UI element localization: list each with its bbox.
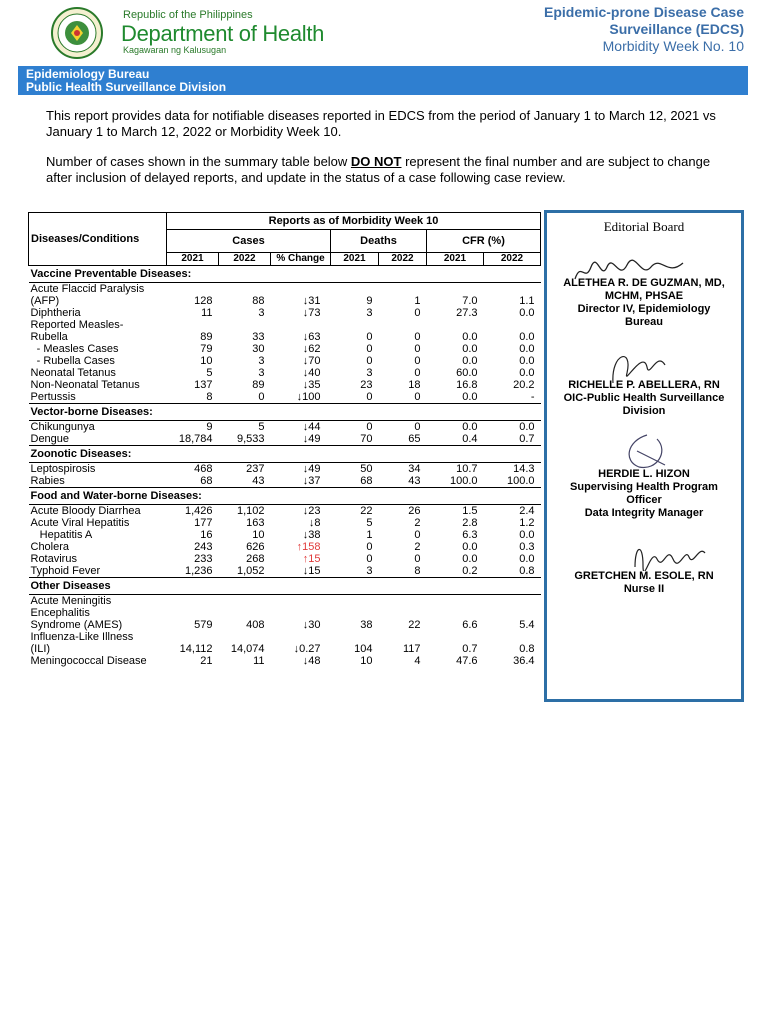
board-member-line: MCHM, PHSAE [604,290,684,302]
section-title: Other Diseases [29,578,541,595]
deaths-2022: 0 [414,421,421,433]
board-member-line: Nurse II [623,583,665,595]
table-row [29,433,541,446]
pct-change: ↓31 [302,295,321,307]
disease-name-line: Reported Measles- [30,319,124,331]
cfr-2021: 0.2 [462,565,478,577]
pct-change: ↑15 [302,553,321,565]
table-row [29,565,541,578]
deaths-2021: 0 [366,541,373,553]
pct-change: ↓49 [302,433,321,445]
pct-change: ↓44 [302,421,321,433]
section-title: Vector-borne Diseases: [29,404,541,421]
cfr-2022: 2.4 [519,505,535,517]
deaths-2021: 3 [366,307,373,319]
cfr-2022: 0.0 [519,355,535,367]
section-header [29,488,541,505]
disease-name [29,433,167,446]
cases-2022: 3 [258,307,265,319]
section-title: Food and Water-borne Diseases: [29,488,541,505]
cfr-2021: 0.0 [462,553,478,565]
disease-name [29,355,167,367]
cases-2021: 137 [194,379,213,391]
section-header [29,404,541,421]
table-row [29,475,541,488]
cases-2022: 88 [252,295,265,307]
pct-change: ↑158 [296,541,321,553]
pct-change: ↓48 [302,655,321,667]
cfr-2021: 100.0 [449,475,478,487]
cases-2021: 14,112 [179,643,213,655]
table-row [29,391,541,404]
deaths-2021: 23 [360,379,373,391]
cases-2021: 68 [200,475,213,487]
table-caption: Reports as of Morbidity Week 10 [167,213,541,230]
board-title: Editorial Board [603,219,685,234]
deaths-2021: 0 [366,553,373,565]
cfr-2022: 20.2 [513,379,535,391]
deaths-2022: 117 [402,643,421,655]
department-name: Department of Health [121,21,325,46]
deaths-2021: 9 [366,295,373,307]
report-title-line2: Surveillance (EDCS) [609,21,744,37]
board-member-2 [547,379,741,418]
cases-2022: 9,533 [236,433,265,445]
h-pct-change: % Change [271,253,331,266]
deaths-2021: 0 [366,355,373,367]
deaths-2022: 22 [408,619,421,631]
deaths-2022: 0 [414,553,421,565]
pct-change: ↓40 [302,367,321,379]
disease-name-line: Acute Flaccid Paralysis [30,283,145,295]
board-member-line: Data Integrity Manager [584,507,704,519]
deaths-2022: 0 [414,367,421,379]
cfr-2022: 0.8 [519,565,535,577]
cases-2021: 10 [200,355,213,367]
disease-name-line: Acute Bloody Diarrhea [30,505,141,517]
cases-2021: 8 [206,391,213,403]
cfr-2021: 0.0 [462,355,478,367]
grp-cfr: CFR (%) [427,230,541,253]
pct-change: ↓35 [302,379,321,391]
cfr-2021: 0.0 [462,331,478,343]
board-member-line: OIC-Public Health Surveillance [563,392,725,404]
board-member-4 [547,570,741,596]
table-row [29,553,541,565]
cases-2022: 1,102 [236,505,265,517]
deaths-2021: 3 [366,367,373,379]
disease-name-line: Pertussis [30,391,76,403]
disease-name-line: Influenza-Like Illness [30,631,134,643]
h-deaths-2022: 2022 [379,253,427,266]
disease-name-line: Rotavirus [30,553,77,565]
h-deaths-2021: 2021 [331,253,379,266]
cfr-2022: 100.0 [506,475,535,487]
intro-paragraph-1: This report provides data for notifiable diseases reported in EDCS from the period of January 1 to March 12, 2021 vs January 1 to March 12, 2022 or Morbidity Week 10. [46,108,716,139]
deaths-2021: 0 [366,391,373,403]
deaths-2022: 0 [414,307,421,319]
table-row [29,283,541,308]
deaths-2022: 1 [414,295,421,307]
intro-p2-text-a: Number of cases shown in the summary table below [46,154,351,169]
table-header [29,213,541,266]
cases-2021: 5 [206,367,213,379]
deaths-2022: 0 [414,331,421,343]
summary-table-wrap [28,212,540,667]
disease-name-line: Encephalitis [30,607,90,619]
disease-name-line: Chikungunya [30,421,95,433]
letterhead [0,0,768,66]
disease-name [29,283,167,308]
table-body [29,266,541,668]
kagawaran-label: Kagawaran ng Kalusugan [123,45,227,55]
cases-2022: 33 [252,331,265,343]
table-row [29,463,541,476]
table-row [29,379,541,391]
pct-change: ↓62 [302,343,321,355]
disease-name-line: Hepatitis A [30,529,93,541]
cases-2022: 14,074 [230,643,265,655]
cases-2022: 163 [246,517,265,529]
cases-2022: 11 [253,655,265,667]
deaths-2021: 38 [360,619,373,631]
deaths-2022: 65 [408,433,421,445]
cfr-2021: 0.0 [462,391,478,403]
division-name: Public Health Surveillance Division [26,80,227,94]
summary-table [28,212,541,667]
bureau-banner [18,66,748,95]
disease-name [29,391,167,404]
disease-name-line: Cholera [30,541,70,553]
deaths-2022: 0 [414,355,421,367]
deaths-2021: 104 [354,643,373,655]
cfr-2022: 36.4 [513,655,535,667]
cfr-2022: - [530,391,535,403]
disease-name [29,553,167,565]
signature-hizon [617,431,677,471]
cfr-2022: 0.0 [519,553,535,565]
cfr-2021: 1.5 [462,505,478,517]
pct-change: ↓0.27 [293,643,321,655]
cfr-2022: 0.7 [519,433,535,445]
cfr-2022: 0.0 [519,331,535,343]
cases-2022: 268 [246,553,265,565]
disease-name-line: Typhoid Fever [30,565,101,577]
board-member-line: GRETCHEN M. ESOLE, RN [574,570,714,582]
cases-2021: 79 [200,343,213,355]
signature-esole [629,541,709,571]
cfr-2022: 1.1 [519,295,535,307]
report-week: Morbidity Week No. 10 [602,38,744,54]
board-member-line: Officer [626,494,662,506]
disease-name [29,541,167,553]
deaths-2022: 0 [414,343,421,355]
cases-2021: 243 [194,541,213,553]
disease-name-line: Rabies [30,475,65,487]
board-member-line: RICHELLE P. ABELLERA, RN [568,379,720,391]
cases-2021: 21 [200,655,213,667]
disease-name-line: Syndrome (AMES) [30,619,123,631]
doh-seal-icon [43,6,111,60]
table-row [29,595,541,632]
cases-2022: 3 [258,355,265,367]
board-member-1 [547,277,741,329]
table-row [29,307,541,319]
cfr-2021: 0.0 [462,541,478,553]
disease-name-line: (ILI) [30,643,51,655]
cases-2022: 5 [258,421,265,433]
cfr-2022: 0.0 [519,307,535,319]
intro-paragraph-2 [46,154,736,186]
cases-2021: 11 [201,307,213,319]
pct-change: ↓100 [296,391,321,403]
cfr-2022: 0.0 [519,529,535,541]
section-title: Vaccine Preventable Diseases: [29,266,541,283]
disease-name-line: Rubella [30,331,68,343]
report-title [544,4,744,55]
deaths-2021: 3 [366,565,373,577]
grp-deaths: Deaths [331,230,427,253]
deaths-2022: 4 [414,655,421,667]
report-title-line1: Epidemic-prone Disease Case [544,4,744,20]
cfr-2022: 0.3 [519,541,535,553]
deaths-2022: 26 [408,505,421,517]
cases-2021: 18,784 [178,433,213,445]
cases-2021: 1,236 [184,565,213,577]
disease-name-line: Non-Neonatal Tetanus [30,379,140,391]
cases-2021: 9 [206,421,213,433]
pct-change: ↓15 [302,565,321,577]
cfr-2022: 14.3 [513,463,535,475]
disease-name [29,475,167,488]
cfr-2021: 0.0 [462,421,478,433]
intro-p2-text-b: represent the final number and are subject to change after inclusion of delayed reports, and update in the status of a case following case review. [46,154,711,185]
table-row [29,367,541,379]
cases-2022: 3 [258,367,265,379]
disease-name [29,463,167,476]
deaths-2022: 43 [408,475,421,487]
grp-cases: Cases [167,230,331,253]
pct-change: ↓73 [302,307,321,319]
disease-name-line: Leptospirosis [30,463,96,475]
pct-change: ↓70 [302,355,321,367]
disease-name-line: - Rubella Cases [30,355,115,367]
cfr-2021: 60.0 [456,367,478,379]
disease-name-line: Acute Meningitis [30,595,112,607]
deaths-2022: 2 [414,517,421,529]
pct-change: ↓49 [302,463,321,475]
disease-name-line: Acute Viral Hepatitis [30,517,130,529]
table-row [29,355,541,367]
pct-change: ↓38 [302,529,321,541]
h-cfr-2022: 2022 [484,253,541,266]
table-row [29,541,541,553]
board-member-line: HERDIE L. HIZON [598,468,690,480]
cases-2021: 128 [194,295,213,307]
cfr-2021: 6.3 [462,529,478,541]
section-header [29,266,541,283]
deaths-2021: 5 [366,517,373,529]
disease-name [29,343,167,355]
deaths-2022: 34 [408,463,421,475]
cases-2022: 0 [258,391,265,403]
cfr-2021: 0.4 [462,433,478,445]
board-member-line: ALETHEA R. DE GUZMAN, MD, [563,277,725,289]
cases-2022: 43 [252,475,265,487]
intro-text [46,108,736,200]
deaths-2021: 0 [366,343,373,355]
disease-name [29,631,167,655]
cfr-2021: 7.0 [462,295,478,307]
cfr-2021: 47.6 [456,655,478,667]
deaths-2022: 8 [414,565,421,577]
deaths-2021: 10 [360,655,373,667]
cases-2021: 1,426 [184,505,213,517]
table-row [29,655,541,667]
disease-name [29,367,167,379]
table-row [29,505,541,518]
cases-2021: 579 [194,619,213,631]
cfr-2022: 1.2 [519,517,535,529]
cases-2022: 237 [246,463,265,475]
disease-name-line: (AFP) [30,295,60,307]
cases-2021: 177 [194,517,213,529]
deaths-2021: 1 [366,529,373,541]
section-title: Zoonotic Diseases: [29,446,541,463]
cfr-2021: 0.0 [462,343,478,355]
deaths-2021: 22 [360,505,373,517]
table-row [29,319,541,343]
disease-name [29,307,167,319]
disease-name [29,655,167,667]
pct-change: ↓8 [308,517,321,529]
cases-2022: 10 [252,529,265,541]
h-cfr-2021: 2021 [427,253,484,266]
editorial-board [544,210,744,702]
deaths-2022: 2 [414,541,421,553]
cfr-2022: 0.0 [519,343,535,355]
deaths-2021: 68 [360,475,373,487]
section-header [29,446,541,463]
cases-2021: 233 [194,553,213,565]
cases-2021: 468 [194,463,213,475]
cfr-2021: 27.3 [456,307,478,319]
table-row [29,421,541,434]
deaths-2021: 0 [366,421,373,433]
cases-2022: 89 [252,379,265,391]
cfr-2022: 0.8 [519,643,535,655]
disease-name-line: Diphtheria [30,307,81,319]
bureau-name: Epidemiology Bureau [26,67,150,81]
intro-p2-emphasis: DO NOT [350,154,402,169]
cfr-2022: 5.4 [519,619,535,631]
section-header [29,578,541,595]
deaths-2021: 70 [360,433,373,445]
disease-name [29,595,167,632]
deaths-2022: 0 [414,529,421,541]
cfr-2021: 2.8 [462,517,478,529]
board-member-line: Supervising Health Program [570,481,718,493]
disease-name [29,421,167,434]
republic-label: Republic of the Philippines [123,9,253,21]
pct-change: ↓37 [302,475,321,487]
cfr-2021: 16.8 [456,379,478,391]
cfr-2022: 0.0 [519,421,535,433]
cases-2022: 626 [246,541,265,553]
table-row [29,631,541,655]
disease-name-line: - Measles Cases [30,343,119,355]
disease-name [29,379,167,391]
board-member-line: Division [622,405,666,417]
disease-name [29,565,167,578]
cases-2022: 30 [252,343,265,355]
pct-change: ↓63 [302,331,321,343]
deaths-2021: 50 [360,463,373,475]
disease-name [29,319,167,343]
disease-name-line: Meningococcal Disease [30,655,147,667]
deaths-2022: 18 [408,379,421,391]
pct-change: ↓23 [302,505,321,517]
board-member-3 [547,468,741,520]
h-cases-2021: 2021 [167,253,219,266]
cfr-2021: 10.7 [456,463,478,475]
h-cases-2022: 2022 [219,253,271,266]
pct-change: ↓30 [302,619,321,631]
table-row [29,343,541,355]
board-member-line: Bureau [625,316,663,328]
cfr-2022: 0.0 [519,367,535,379]
cfr-2021: 0.7 [462,643,478,655]
disease-name-line: Neonatal Tetanus [30,367,116,379]
table-row [29,529,541,541]
disease-name-line: Dengue [30,433,70,445]
cfr-2021: 6.6 [462,619,478,631]
deaths-2021: 0 [366,331,373,343]
disease-name [29,517,167,529]
cases-2022: 408 [246,619,265,631]
col-disease: Diseases/Conditions [29,213,167,266]
cases-2022: 1,052 [236,565,265,577]
cases-2021: 89 [200,331,213,343]
disease-name [29,505,167,518]
cases-2021: 16 [200,529,213,541]
disease-name [29,529,167,541]
board-member-line: Director IV, Epidemiology [577,303,711,315]
table-row [29,517,541,529]
deaths-2022: 0 [414,391,421,403]
